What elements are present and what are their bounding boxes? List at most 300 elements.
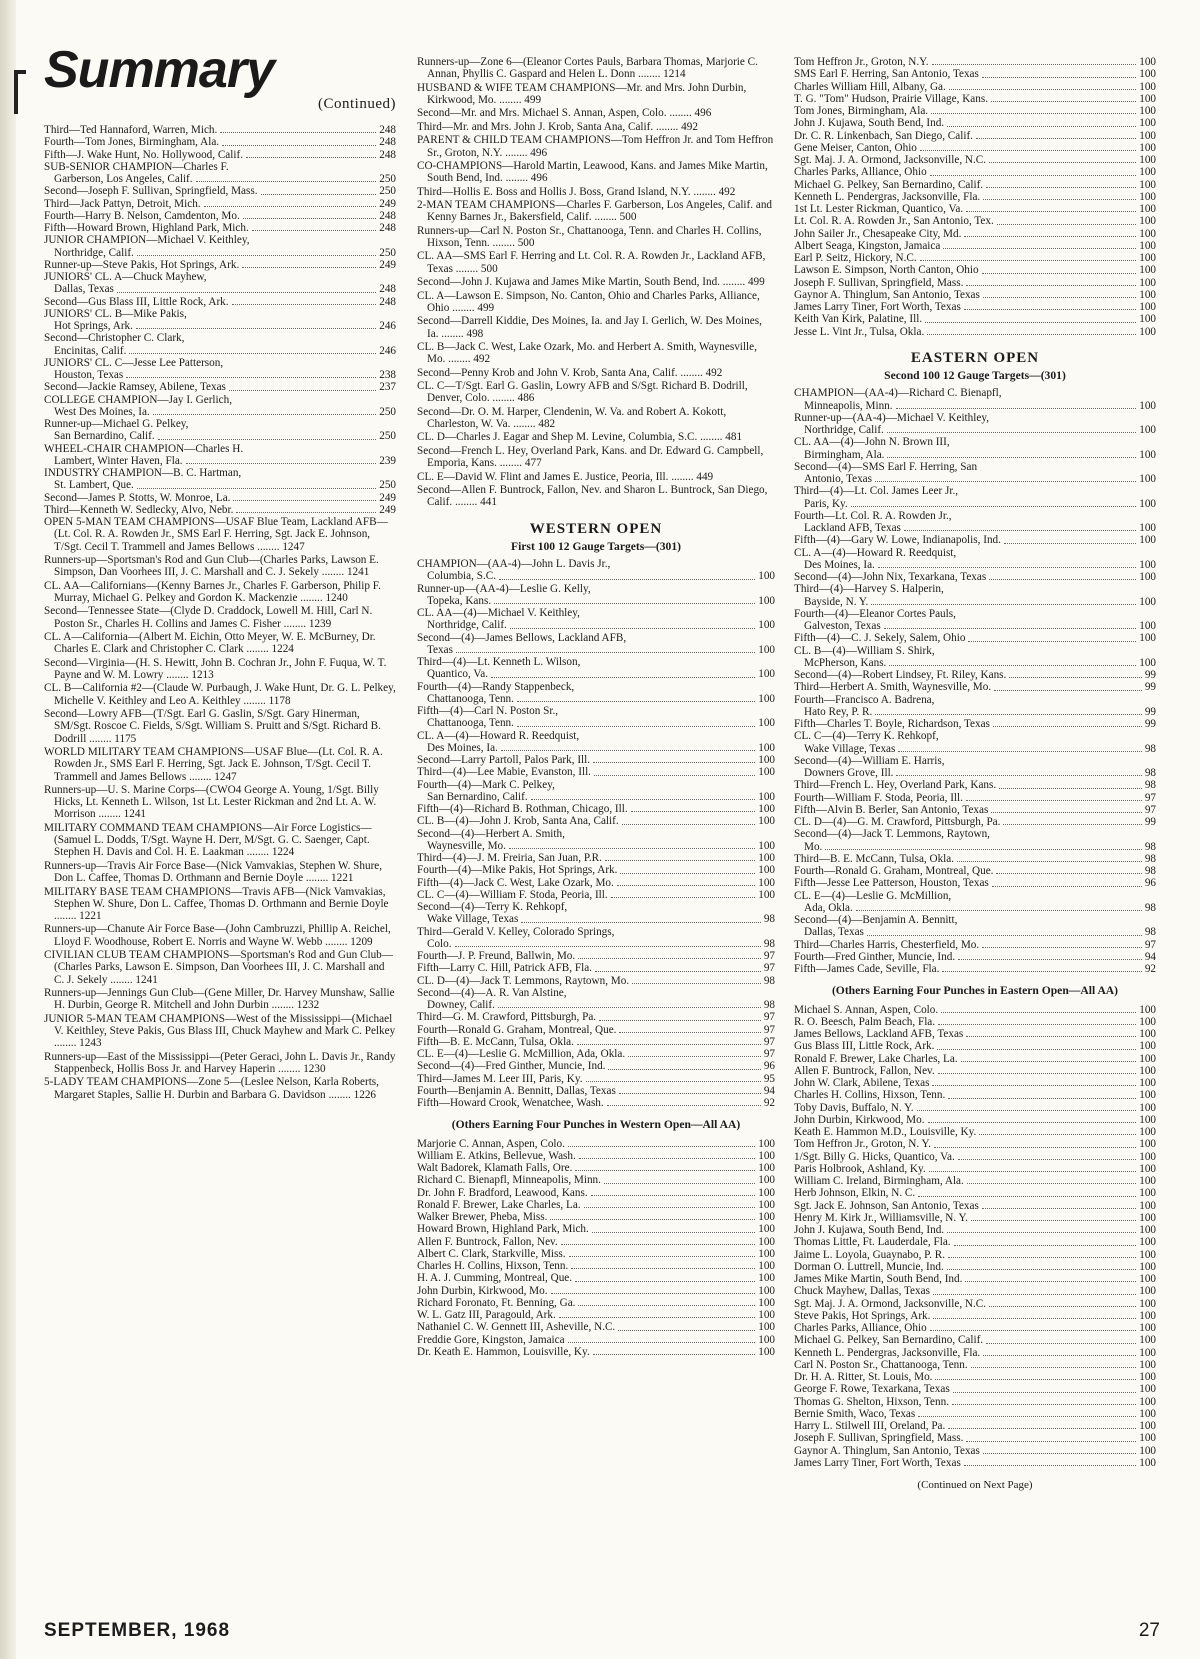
score: 100 — [1139, 1138, 1156, 1151]
score: 250 — [379, 405, 396, 418]
leader-dots: ........ — [54, 1037, 80, 1050]
leader-dots — [920, 150, 1136, 151]
leader-dots: ........ — [697, 431, 726, 444]
leader-dots — [989, 1306, 1136, 1307]
entry-text: Keith Van Kirk, Palatine, Ill. — [794, 313, 923, 326]
entry-text: Birmingham, Ala. — [804, 448, 885, 461]
entry-text: CHAMPION—(AA-4)—John L. Davis Jr., — [417, 558, 611, 570]
entry-text: T. G. "Tom" Hudson, Prairie Village, Kans. — [794, 92, 989, 105]
entry-text: Joseph F. Sullivan, Springfield, Mass. — [794, 1432, 964, 1445]
result-row — [417, 1011, 775, 1023]
score: 1243 — [79, 1037, 102, 1050]
score: 100 — [1139, 1150, 1156, 1163]
score: 496 — [530, 146, 548, 159]
entry-text: Allen F. Buntrock, Fallon, Nev. — [794, 1064, 935, 1077]
result-row — [794, 105, 1156, 117]
leader-dots — [992, 886, 1142, 887]
entry-text: CL. E—(4)—Leslie G. McMillion, Ada, Okla. — [417, 1048, 626, 1060]
result-row — [417, 1048, 775, 1060]
entry-text: William E. Atkins, Bellevue, Wash. — [417, 1149, 576, 1162]
score: 499 — [477, 301, 495, 314]
leader-dots — [136, 328, 376, 329]
score: 1241 — [123, 808, 146, 821]
score: 100 — [1139, 1064, 1156, 1077]
result-row — [794, 792, 1156, 804]
western-punches-heading: (Others Earning Four Punches in Western Open—All AA) — [451, 1118, 741, 1132]
leader-dots — [252, 230, 376, 231]
score: 249 — [379, 258, 396, 271]
entry-text: Fourth—Lt. Col. R. A. Rowden Jr., — [794, 509, 952, 522]
result-row — [794, 1445, 1156, 1457]
result-row — [44, 259, 396, 271]
leader-dots — [618, 1330, 755, 1331]
score: 100 — [758, 839, 775, 852]
result-row — [794, 877, 1156, 889]
leader-dots — [491, 677, 755, 678]
entry-text: Des Moines, Ia. — [804, 558, 875, 571]
score: 100 — [1139, 1322, 1156, 1334]
result-row — [794, 1077, 1156, 1089]
score: 100 — [1139, 399, 1156, 412]
entry-text: CL. C—(4)—Terry K. Rehkopf, — [794, 730, 939, 743]
entry-text: Tom Jones, Birmingham, Ala. — [794, 105, 929, 117]
leader-dots — [158, 439, 377, 440]
leader-dots: ........ — [452, 262, 481, 275]
entry-text: MILITARY BASE TEAM CHAMPIONS—Travis AFB—(Nick Vamvakias, Stephen W. Shure, Don L. Caffee, Thomas D. Orthmann and Bernie Doyle — [44, 885, 389, 910]
entry-text: Second—(4)—William E. Harris, — [794, 754, 945, 767]
result-row — [417, 644, 775, 656]
score: 486 — [517, 392, 535, 405]
result-row — [794, 510, 1156, 522]
leader-dots — [584, 1207, 756, 1208]
leader-dots — [137, 488, 376, 489]
leader-dots — [930, 175, 1137, 176]
result-row — [794, 681, 1156, 693]
result-entry — [44, 554, 396, 579]
result-row — [794, 252, 1156, 264]
entry-text: Allen F. Buntrock, Fallon, Nev. — [417, 1235, 558, 1248]
leader-dots — [997, 224, 1136, 225]
entry-text: Second—Allen F. Buntrock, Fallon, Nev. and Sharon L. Buntrock, San Diego, Calif. — [417, 484, 768, 509]
leader-dots: ........ — [280, 617, 309, 630]
result-row — [417, 766, 775, 778]
entry-text: Second—John J. Kujawa and James Mike Martin, South Bend, Ind. — [417, 276, 720, 289]
entry-text: WHEEL-CHAIR CHAMPION—Charles H. — [44, 442, 244, 455]
score: 100 — [758, 1260, 775, 1272]
result-row — [417, 693, 775, 705]
leader-dots — [929, 1171, 1137, 1172]
entry-text: Fourth—William F. Stoda, Peoria, Ill. — [794, 791, 963, 804]
result-row — [794, 547, 1156, 559]
entry-text: Gene Meiser, Canton, Ohio — [794, 141, 917, 154]
leader-dots: ........ — [635, 68, 664, 81]
leader-dots — [935, 1379, 1136, 1380]
entry-text: Second—Tennessee State—(Clyde D. Craddock, Lowell M. Hill, Carl N. Poston Sr., Charles H. Collins and James C. Fisher — [44, 605, 373, 630]
entry-text: Second—(4)—Terry K. Rehkopf, — [417, 901, 568, 913]
continued-next-page: (Continued on Next Page) — [917, 1479, 1033, 1491]
leader-dots — [456, 652, 755, 653]
leader-dots — [965, 1281, 1136, 1282]
score: 99 — [1144, 681, 1156, 694]
result-row — [794, 498, 1156, 510]
score: 492 — [681, 120, 698, 133]
leader-dots — [983, 1453, 1136, 1454]
result-row — [794, 1249, 1156, 1261]
score: 100 — [1139, 473, 1156, 485]
entry-text: Sgt. Jack E. Johnson, San Antonio, Texas — [794, 1199, 979, 1212]
leader-dots — [617, 885, 755, 886]
entry-text: Fifth—(4)—C. J. Sekely, Salem, Ohio — [794, 632, 966, 645]
entry-text: CL. B—(4)—William S. Shirk, — [794, 644, 935, 657]
result-row — [794, 1126, 1156, 1138]
entry-text: Galveston, Texas — [804, 620, 881, 632]
entry-text: Minneapolis, Minn. — [804, 399, 893, 412]
entry-text: Bayside, N. Y. — [804, 595, 869, 608]
result-row — [417, 926, 775, 938]
leader-dots — [918, 1416, 1136, 1417]
score: 100 — [758, 594, 775, 607]
result-row — [417, 558, 775, 570]
result-row — [44, 332, 396, 344]
leader-dots — [989, 162, 1136, 163]
entry-text: Fourth—(4)—Mike Pakis, Hot Springs, Ark. — [417, 864, 618, 877]
score: 100 — [758, 717, 775, 730]
column-2 — [417, 56, 775, 1358]
leader-dots: ........ — [510, 418, 539, 430]
score: 100 — [1139, 1334, 1156, 1347]
score: 100 — [1139, 276, 1156, 289]
entry-text: Fourth—(4)—Eleanor Cortes Pauls, — [794, 607, 956, 620]
score: 100 — [1139, 1101, 1156, 1114]
entry-text: Fifth—B. E. McCann, Tulsa, Okla. — [417, 1035, 574, 1048]
score: 100 — [1139, 1260, 1156, 1273]
entry-text: Fourth—Fred Ginther, Muncie, Ind. — [794, 950, 956, 963]
leader-dots — [611, 897, 756, 898]
entry-text: Lambert, Winter Haven, Fla. — [54, 454, 183, 467]
entry-text: Lackland AFB, Texas — [804, 522, 901, 534]
result-row — [794, 436, 1156, 448]
leader-dots — [937, 1049, 1136, 1050]
leader-dots — [933, 1294, 1136, 1295]
score: 97 — [763, 1023, 775, 1036]
team-results-list — [417, 56, 775, 509]
score: 100 — [1139, 1224, 1156, 1236]
leader-dots — [531, 799, 756, 800]
leader-dots: ........ — [297, 591, 326, 604]
score: 100 — [1139, 227, 1156, 240]
entry-text: Second—(4)—A. R. Van Alstine, — [417, 986, 567, 999]
entry-text: Second—Lowry AFB—(T/Sgt. Earl G. Gaslin, S/Sgt. Gary Hinerman, SM/Sgt. Roscoe C. Fields, S/Sgt. William S. Pruitt and S/Sgt. Richard B. Dodrill — [44, 708, 381, 745]
result-row — [417, 779, 775, 791]
result-row — [794, 326, 1156, 338]
result-row — [417, 595, 775, 607]
entry-text: Fourth—Tom Jones, Birmingham, Ala. — [44, 136, 220, 149]
leader-dots — [605, 860, 755, 861]
score: 100 — [758, 876, 775, 889]
result-entry — [44, 949, 396, 986]
leader-dots — [867, 935, 1142, 936]
score: 248 — [379, 148, 396, 161]
result-entry — [417, 160, 775, 185]
result-entry — [44, 746, 396, 783]
score: 100 — [758, 1149, 775, 1162]
score: 100 — [1139, 656, 1156, 669]
entry-text: Fifth—Howard Brown, Highland Park, Mich. — [44, 222, 249, 234]
result-row — [794, 1114, 1156, 1126]
score: 100 — [1139, 1028, 1156, 1040]
entry-text: Fifth—Larry C. Hill, Patrick AFB, Fla. — [417, 962, 592, 975]
result-row — [417, 791, 775, 803]
result-row — [44, 455, 396, 467]
result-row — [794, 1310, 1156, 1322]
entry-text: Second—Gus Blass III, Little Rock, Ark. — [44, 295, 229, 308]
result-row — [417, 1211, 775, 1223]
result-entry — [417, 199, 775, 224]
result-row — [794, 289, 1156, 301]
score: 100 — [758, 1345, 775, 1358]
leader-dots — [499, 579, 755, 580]
entry-text: Nathaniel C. W. Gennett III, Asheville, N.C. — [417, 1321, 616, 1334]
result-row — [794, 718, 1156, 730]
leader-dots — [947, 1269, 1136, 1270]
entry-text: CL. E—(4)—Leslie G. McMillion, — [794, 889, 952, 902]
entry-text: Chattanooga, Tenn. — [427, 692, 514, 705]
entry-text: Fifth—(4)—Richard B. Rothman, Chicago, Ill. — [417, 803, 628, 815]
leader-dots — [608, 1069, 760, 1070]
result-row — [794, 559, 1156, 571]
score: 94 — [1144, 950, 1156, 963]
entry-text: Thomas Little, Ft. Lauderdale, Fla. — [794, 1236, 951, 1249]
leader-dots — [964, 309, 1136, 310]
result-row — [44, 161, 396, 173]
entry-text: West Des Moines, Ia. — [54, 405, 150, 418]
leader-dots: ........ — [240, 694, 269, 707]
leader-dots — [455, 946, 761, 947]
result-row — [44, 443, 396, 455]
leader-dots — [927, 334, 1136, 335]
entry-text: Fourth—J. P. Freund, Ballwin, Mo. — [417, 950, 576, 962]
result-entry — [44, 580, 396, 605]
score: 97 — [1144, 938, 1156, 951]
entry-text: Fifth—(4)—Gary W. Lowe, Indianapolis, Ind. — [794, 534, 1001, 547]
result-entry — [417, 121, 775, 133]
leader-dots — [989, 579, 1136, 580]
entry-text: Third—Ted Hannaford, Warren, Mich. — [44, 124, 218, 136]
result-row — [417, 1236, 775, 1248]
result-row — [44, 247, 396, 259]
leader-dots: ........ — [322, 935, 351, 948]
leader-dots — [934, 1147, 1136, 1148]
score: 100 — [1139, 534, 1156, 547]
score: 100 — [1139, 105, 1156, 117]
leader-dots — [628, 1056, 761, 1057]
score: 100 — [1139, 129, 1156, 142]
leader-dots — [983, 1355, 1136, 1356]
score: 100 — [1139, 1407, 1156, 1420]
leader-dots: ........ — [107, 973, 136, 986]
score: 100 — [1139, 1383, 1156, 1396]
entry-text: OPEN 5-MAN TEAM CHAMPIONS—USAF Blue Team, Lackland AFB—(Lt. Col. R. A. Rowden Jr., SMS Earl F. Herring, Sgt. Jack E. Johnson, T/Sgt. Cecil T. Trammell and James Bellows — [44, 516, 388, 553]
result-row — [794, 68, 1156, 80]
score: 100 — [1139, 80, 1156, 93]
leader-dots — [577, 1044, 761, 1045]
result-row — [794, 1408, 1156, 1420]
result-row — [417, 852, 775, 864]
entry-text: Third—(4)—J. M. Freiria, San Juan, P.R. — [417, 852, 602, 864]
score: 100 — [1139, 215, 1156, 228]
leader-dots: ........ — [303, 872, 332, 885]
eastern-open-results — [794, 387, 1156, 975]
result-row — [44, 320, 396, 332]
score: 92 — [1144, 963, 1156, 975]
continued-label: (Continued) — [318, 96, 396, 112]
score: 500 — [517, 237, 535, 249]
leader-dots — [996, 873, 1141, 874]
score: 100 — [758, 1321, 775, 1334]
leader-dots — [129, 353, 376, 354]
score: 250 — [379, 479, 396, 492]
leader-dots — [126, 377, 376, 378]
score: 100 — [1139, 1420, 1156, 1432]
score: 98 — [1144, 779, 1156, 792]
score: 100 — [1139, 288, 1156, 301]
entry-text: Dr. H. A. Ritter, St. Louis, Mo. — [794, 1371, 933, 1383]
entry-text: CO-CHAMPIONS—Harold Martin, Leawood, Kans. and James Mike Martin, South Bend, Ind. — [417, 159, 768, 185]
leader-dots — [591, 1195, 756, 1196]
entry-text: Second—Dr. O. M. Harper, Clendenin, W. Va. and Robert A. Kokott, Charleston, W. Va. — [417, 405, 727, 430]
entry-text: William C. Ireland, Birmingham, Ala. — [794, 1175, 964, 1187]
score: 98 — [1144, 767, 1156, 779]
leader-dots — [999, 788, 1142, 789]
page-number: 27 — [1138, 1620, 1160, 1641]
leader-dots: ........ — [449, 301, 478, 314]
entry-text: MILITARY COMMAND TEAM CHAMPIONS—Air Force Logistics—(Samuel L. Dodds, T/Sgt. Wayne H. Derr, M/Sgt. G. C. Saenger, Capt. Stephen H. Davis and Col. H. E. Laakman — [44, 821, 372, 859]
result-entry — [44, 682, 396, 707]
leader-dots — [521, 922, 760, 923]
result-row — [417, 607, 775, 619]
score: 250 — [379, 173, 396, 185]
entry-text: Runners-up—U. S. Marine Corps—(CWO4 George A. Young, 1/Sgt. Billy Hicks, Lt. Kenneth L. Wilson, 1st Lt. Lester Rickman and 2nd Lt. A. W. Morrison — [44, 783, 379, 821]
score: 96 — [763, 1060, 775, 1073]
entry-text: John J. Kujawa, South Bend, Ind. — [794, 1224, 945, 1236]
result-row — [794, 1396, 1156, 1408]
score: 100 — [758, 1272, 775, 1285]
entry-text: Walker Brewer, Pheba, Miss. — [417, 1211, 548, 1223]
score: 481 — [725, 431, 743, 444]
result-row — [417, 840, 775, 852]
leader-dots — [586, 1081, 761, 1082]
leader-dots: ........ — [502, 172, 531, 185]
score: 97 — [763, 962, 775, 975]
leader-dots — [983, 297, 1136, 298]
entry-text: Second—French L. Hey, Overland Park, Kans. and Dr. Edward G. Campbell, Emporia, Kans. — [417, 444, 764, 470]
entry-text: Richard Foronato, Ft. Benning, Ga. — [417, 1296, 576, 1309]
page-gutter — [0, 0, 16, 1659]
result-row — [794, 473, 1156, 485]
entry-text: Des Moines, Ia. — [427, 741, 498, 754]
entry-text: Topeka, Kans. — [427, 594, 492, 607]
leader-dots — [920, 260, 1137, 261]
score: 496 — [694, 107, 712, 120]
result-row — [794, 1212, 1156, 1224]
entry-text: Gus Blass III, Little Rock, Ark. — [794, 1040, 935, 1053]
entry-text: Fifth—Charles T. Boyle, Richardson, Texas — [794, 718, 990, 730]
entry-text: McPherson, Kans. — [804, 656, 887, 669]
score: 1247 — [214, 770, 237, 783]
entry-text: JUNIOR CHAMPION—Michael V. Keithley, — [44, 234, 250, 247]
result-row — [794, 1432, 1156, 1444]
score: 1224 — [271, 846, 295, 859]
result-row — [417, 1297, 775, 1309]
entry-text: Third—Jack Pattyn, Detroit, Mich. — [44, 197, 201, 210]
entry-text: Waynesville, Mo. — [427, 839, 506, 852]
entry-text: JUNIORS' CL. C—Jesse Lee Patterson, — [44, 356, 224, 369]
entry-text: Wake Village, Texas — [427, 913, 519, 926]
entry-text: COLLEGE CHAMPION—Jay I. Gerlich, — [44, 393, 232, 406]
result-row — [794, 1040, 1156, 1052]
result-row — [794, 743, 1156, 755]
score: 100 — [758, 1174, 775, 1187]
entry-text: CL. D—(4)—Jack T. Lemmons, Raytown, Mo. — [417, 974, 630, 987]
result-row — [44, 198, 396, 210]
result-row — [417, 962, 775, 974]
result-entry — [417, 471, 775, 483]
leader-dots: ........ — [243, 846, 272, 859]
result-entry — [44, 1013, 396, 1050]
result-row — [417, 815, 775, 827]
result-row — [44, 406, 396, 418]
entry-text: Second—Jackie Ramsey, Abilene, Texas — [44, 381, 226, 394]
entry-text: Fourth—Ronald G. Graham, Montreal, Que. — [417, 1023, 617, 1036]
entry-text: Third—G. M. Crawford, Pittsburgh, Pa. — [417, 1011, 597, 1024]
score: 100 — [1139, 1456, 1156, 1469]
leader-dots — [261, 194, 377, 195]
entry-text: Second—(4)—Herbert A. Smith, — [417, 827, 565, 840]
result-row — [794, 828, 1156, 840]
score: 250 — [379, 185, 396, 198]
score: 100 — [1139, 522, 1156, 534]
result-row — [794, 166, 1156, 178]
result-row — [794, 1273, 1156, 1285]
leader-dots — [619, 1032, 760, 1033]
leader-dots — [930, 1330, 1137, 1331]
result-entry — [417, 225, 775, 250]
result-row — [44, 234, 396, 246]
entry-text: James Larry Tiner, Fort Worth, Texas — [794, 301, 961, 313]
result-row — [44, 418, 396, 430]
entry-text: SMS Earl F. Herring, San Antonio, Texas — [794, 68, 979, 81]
score: 100 — [1139, 203, 1156, 215]
leader-dots — [851, 506, 1137, 507]
score: 100 — [1139, 252, 1156, 264]
result-row — [794, 461, 1156, 473]
result-row — [794, 400, 1156, 412]
entry-text: INDUSTRY CHAMPION—B. C. Hartman, — [44, 467, 242, 479]
result-row — [794, 596, 1156, 608]
score: 100 — [758, 1186, 775, 1199]
leader-dots — [958, 959, 1142, 960]
score: 97 — [1144, 791, 1156, 804]
result-row — [417, 570, 775, 582]
result-row — [794, 81, 1156, 93]
entry-text: HUSBAND & WIFE TEAM CHAMPIONS—Mr. and Mrs. John Durbin, Kirkwood, Mo. — [417, 81, 747, 106]
result-row — [44, 467, 396, 479]
result-row — [794, 571, 1156, 583]
leader-dots: ........ — [502, 146, 531, 159]
entry-text: Fourth—Harry B. Nelson, Camdenton, Mo. — [44, 209, 240, 222]
score: 249 — [379, 491, 396, 504]
leader-dots: ........ — [95, 808, 124, 821]
